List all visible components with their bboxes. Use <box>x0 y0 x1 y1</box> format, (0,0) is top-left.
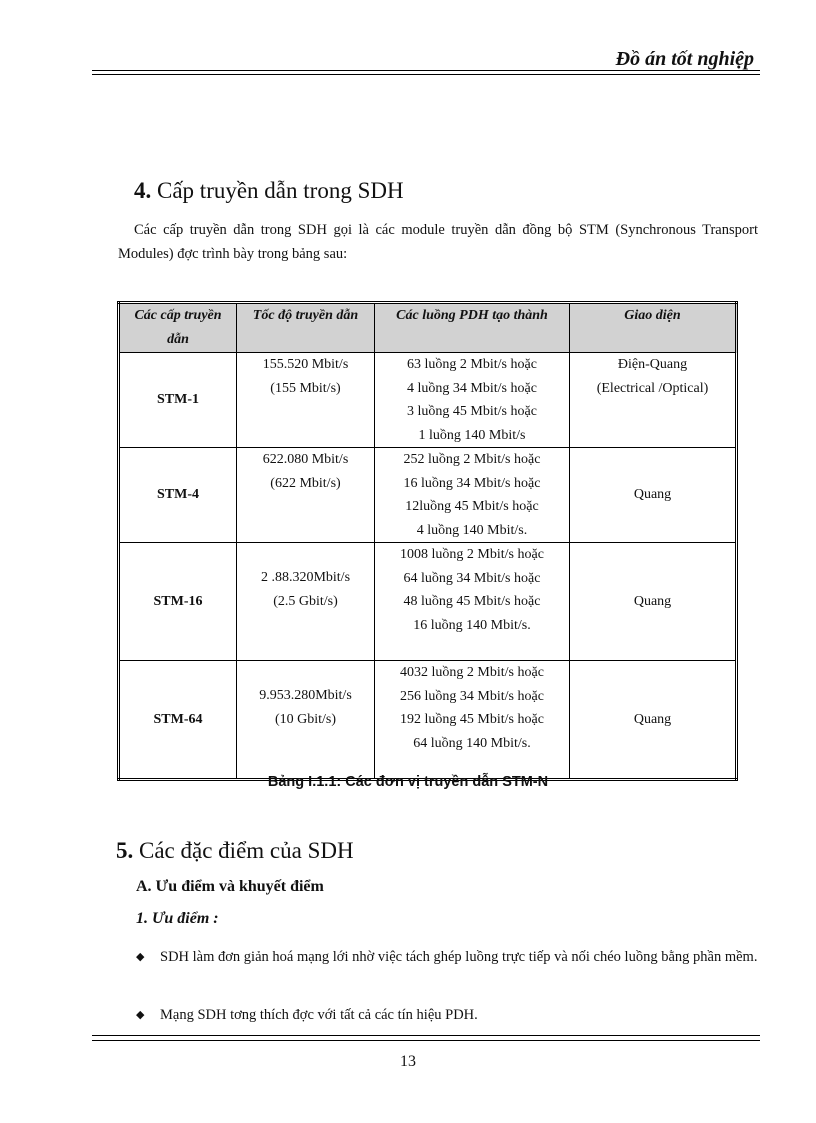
column-header-level: Các cấp truyền dẫn <box>119 303 237 353</box>
header-rule-bottom <box>92 74 760 75</box>
table-row <box>119 448 737 543</box>
section-4-heading <box>134 178 404 204</box>
column-header-pdh: Các luồng PDH tạo thành <box>375 303 570 353</box>
pdh-line: 12luồng 45 Mbit/s hoặc <box>405 499 539 514</box>
pdh-line: 48 luồng 45 Mbit/s hoặc <box>403 594 541 609</box>
pdh-cell <box>375 353 570 448</box>
pdh-line: 63 luồng 2 Mbit/s hoặc <box>407 357 537 372</box>
pdh-line: 16 luồng 140 Mbit/s. <box>413 617 531 633</box>
stm-level-cell: STM-1 <box>119 353 237 448</box>
speed-approx: (10 Gbit/s) <box>274 711 337 727</box>
footer-rule-top <box>92 1035 760 1036</box>
pdh-line: 4 luồng 140 Mbit/s. <box>416 522 528 538</box>
interface-line: Quang <box>633 593 672 609</box>
speed-approx: (2.5 Gbit/s) <box>273 593 338 609</box>
interface-line: Quang <box>633 487 672 503</box>
speed-value: 155.520 Mbit/s <box>262 357 349 372</box>
diamond-bullet-icon: ◆ <box>136 951 145 963</box>
subsection-a-heading: A. Ưu điểm và khuyết điểm <box>136 878 324 895</box>
interface-line: (Electrical /Optical) <box>596 380 709 396</box>
speed-approx: (622 Mbit/s) <box>270 475 341 491</box>
column-header-interface: Giao diện <box>570 303 737 353</box>
interface-cell <box>570 543 737 661</box>
table-row <box>119 353 737 448</box>
speed-cell <box>237 661 375 780</box>
bullet-item <box>136 1003 758 1027</box>
pdh-line: 4 luồng 34 Mbit/s hoặc <box>407 380 537 396</box>
column-header-speed: Tốc độ truyền dẫn <box>237 303 375 353</box>
table-caption: Bảng I.1.1: Các đơn vị truyền dẫn STM-N <box>267 774 549 790</box>
interface-cell <box>570 353 737 448</box>
document-header-title: Đồ án tốt nghiệp <box>615 48 754 70</box>
header-rule-top <box>92 70 760 71</box>
section-5-number: 5. <box>116 838 134 863</box>
section-4-number: 4. <box>134 178 152 203</box>
section-4-paragraph: Các cấp truyền dẫn trong SDH gọi là các module truyền dẫn đồng bộ STM (Synchronous Transport Modules) đợc trình bày trong bảng sau: <box>118 222 758 262</box>
section-4-title: Cấp truyền dẫn trong SDH <box>157 178 404 203</box>
speed-value: 9.953.280Mbit/s <box>259 688 352 703</box>
bullet-item <box>136 945 758 969</box>
bullet-text: Mạng SDH tơng thích đợc với tất cả các tín hiệu PDH. <box>160 1007 478 1023</box>
interface-cell <box>570 448 737 543</box>
pdh-line: 256 luồng 34 Mbit/s hoặc <box>400 688 544 704</box>
pdh-line: 16 luồng 34 Mbit/s hoặc <box>403 475 541 491</box>
section-5-title: Các đặc điểm của SDH <box>139 838 354 863</box>
interface-line: Quang <box>633 711 672 727</box>
item-1-heading: 1. Ưu điểm : <box>136 910 219 927</box>
speed-approx: (155 Mbit/s) <box>270 380 341 396</box>
diamond-bullet-icon: ◆ <box>136 1009 145 1021</box>
table-row <box>119 661 737 780</box>
pdh-line: 64 luồng 140 Mbit/s. <box>413 735 531 751</box>
interface-line: Điện-Quang <box>617 357 688 372</box>
pdh-line: 64 luồng 34 Mbit/s hoặc <box>403 570 541 586</box>
pdh-cell <box>375 661 570 780</box>
stm-levels-table <box>117 301 738 781</box>
pdh-line: 3 luồng 45 Mbit/s hoặc <box>407 404 537 419</box>
bullet-text: SDH làm đơn giản hoá mạng lới nhờ việc tách ghép luồng trực tiếp và nối chéo luồng bằng phần mềm. <box>160 949 758 965</box>
speed-cell <box>237 543 375 661</box>
table-header-row <box>119 303 737 353</box>
pdh-line: 1008 luồng 2 Mbit/s hoặc <box>400 547 544 562</box>
speed-value: 2 .88.320Mbit/s <box>260 570 351 585</box>
speed-value: 622.080 Mbit/s <box>262 452 349 467</box>
speed-cell <box>237 353 375 448</box>
table-row <box>119 543 737 661</box>
footer-rule-bottom <box>92 1040 760 1041</box>
pdh-line: 1 luồng 140 Mbit/s <box>418 427 526 443</box>
pdh-line: 252 luồng 2 Mbit/s hoặc <box>403 452 541 467</box>
pdh-line: 192 luồng 45 Mbit/s hoặc <box>400 712 544 727</box>
stm-level-cell: STM-16 <box>119 543 237 661</box>
pdh-cell <box>375 543 570 661</box>
section-5-heading <box>116 838 354 864</box>
pdh-line: 4032 luồng 2 Mbit/s hoặc <box>400 665 544 680</box>
pdh-cell <box>375 448 570 543</box>
speed-cell <box>237 448 375 543</box>
page-number: 13 <box>400 1053 416 1070</box>
stm-level-cell: STM-4 <box>119 448 237 543</box>
stm-level-cell: STM-64 <box>119 661 237 780</box>
interface-cell <box>570 661 737 780</box>
